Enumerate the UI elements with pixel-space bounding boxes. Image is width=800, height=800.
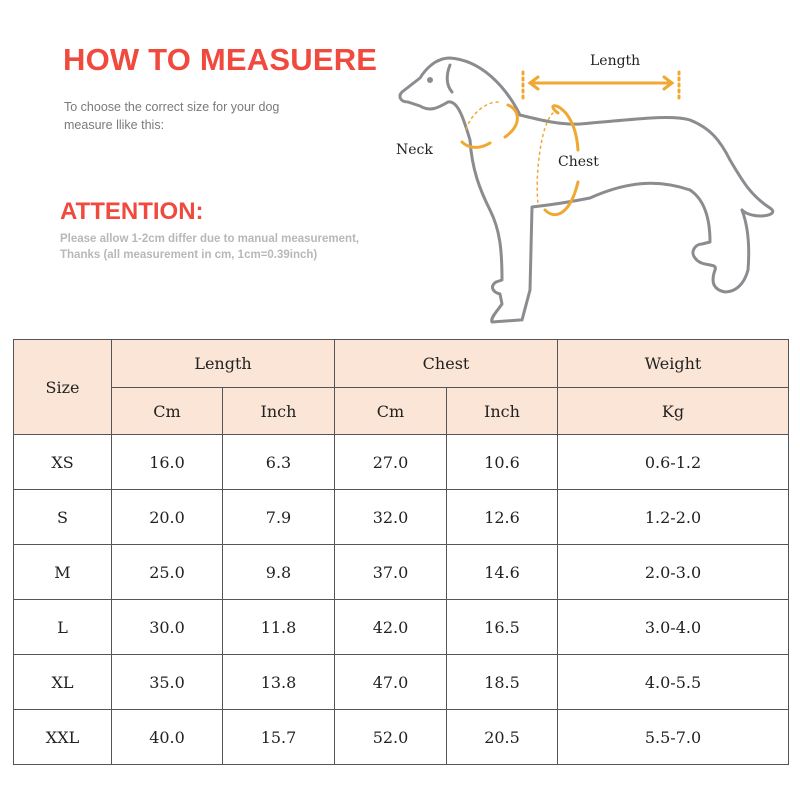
unit-header: Kg [558, 388, 789, 435]
dog-outline-icon [390, 30, 790, 330]
chest-inch-cell: 14.6 [447, 545, 558, 600]
size-cell: XL [14, 655, 112, 710]
length-inch-cell: 9.8 [223, 545, 335, 600]
unit-header: Cm [335, 388, 447, 435]
table-row [14, 545, 789, 600]
table-row [14, 655, 789, 710]
unit-header: Inch [447, 388, 558, 435]
length-inch-cell: 6.3 [223, 435, 335, 490]
chest-inch-cell: 12.6 [447, 490, 558, 545]
size-header: Size [14, 340, 112, 435]
weight-kg-cell: 4.0-5.5 [558, 655, 789, 710]
length-cm-cell: 25.0 [112, 545, 223, 600]
unit-header: Cm [112, 388, 223, 435]
length-header: Length [112, 340, 335, 388]
length-cm-cell: 40.0 [112, 710, 223, 765]
size-cell: S [14, 490, 112, 545]
chest-cm-cell: 52.0 [335, 710, 447, 765]
weight-header: Weight [558, 340, 789, 388]
dog-measurement-diagram [390, 30, 790, 330]
chest-cm-cell: 27.0 [335, 435, 447, 490]
weight-kg-cell: 2.0-3.0 [558, 545, 789, 600]
length-label: Length [590, 53, 641, 69]
weight-kg-cell: 1.2-2.0 [558, 490, 789, 545]
chest-cm-cell: 32.0 [335, 490, 447, 545]
chest-inch-cell: 20.5 [447, 710, 558, 765]
chest-cm-cell: 37.0 [335, 545, 447, 600]
chest-inch-cell: 16.5 [447, 600, 558, 655]
measure-instructions [64, 98, 364, 134]
page-title: HOW TO MEASUERE [63, 42, 378, 77]
size-cell: M [14, 545, 112, 600]
chest-inch-cell: 18.5 [447, 655, 558, 710]
size-cell: XS [14, 435, 112, 490]
chest-header: Chest [335, 340, 558, 388]
neck-label: Neck [396, 142, 433, 158]
chest-cm-cell: 42.0 [335, 600, 447, 655]
weight-kg-cell: 5.5-7.0 [558, 710, 789, 765]
length-cm-cell: 16.0 [112, 435, 223, 490]
chest-label: Chest [558, 154, 599, 170]
chest-cm-cell: 47.0 [335, 655, 447, 710]
chest-inch-cell: 10.6 [447, 435, 558, 490]
size-chart-table [13, 339, 789, 765]
weight-kg-cell: 3.0-4.0 [558, 600, 789, 655]
length-inch-cell: 13.8 [223, 655, 335, 710]
attention-note [60, 231, 420, 263]
table-row [14, 600, 789, 655]
note-line: Thanks (all measurement in cm, 1cm=0.39inch) [60, 249, 318, 261]
subtitle-line: measure llike this: [64, 118, 165, 132]
length-cm-cell: 20.0 [112, 490, 223, 545]
table-row [14, 435, 789, 490]
table-row [14, 490, 789, 545]
size-cell: XXL [14, 710, 112, 765]
attention-heading: ATTENTION: [60, 198, 204, 225]
subtitle-line: To choose the correct size for your dog [64, 100, 280, 114]
length-cm-cell: 35.0 [112, 655, 223, 710]
note-line: Please allow 1-2cm differ due to manual measurement, [60, 233, 360, 245]
length-inch-cell: 7.9 [223, 490, 335, 545]
weight-kg-cell: 0.6-1.2 [558, 435, 789, 490]
length-inch-cell: 11.8 [223, 600, 335, 655]
table-row [14, 710, 789, 765]
unit-header: Inch [223, 388, 335, 435]
length-cm-cell: 30.0 [112, 600, 223, 655]
length-inch-cell: 15.7 [223, 710, 335, 765]
size-cell: L [14, 600, 112, 655]
